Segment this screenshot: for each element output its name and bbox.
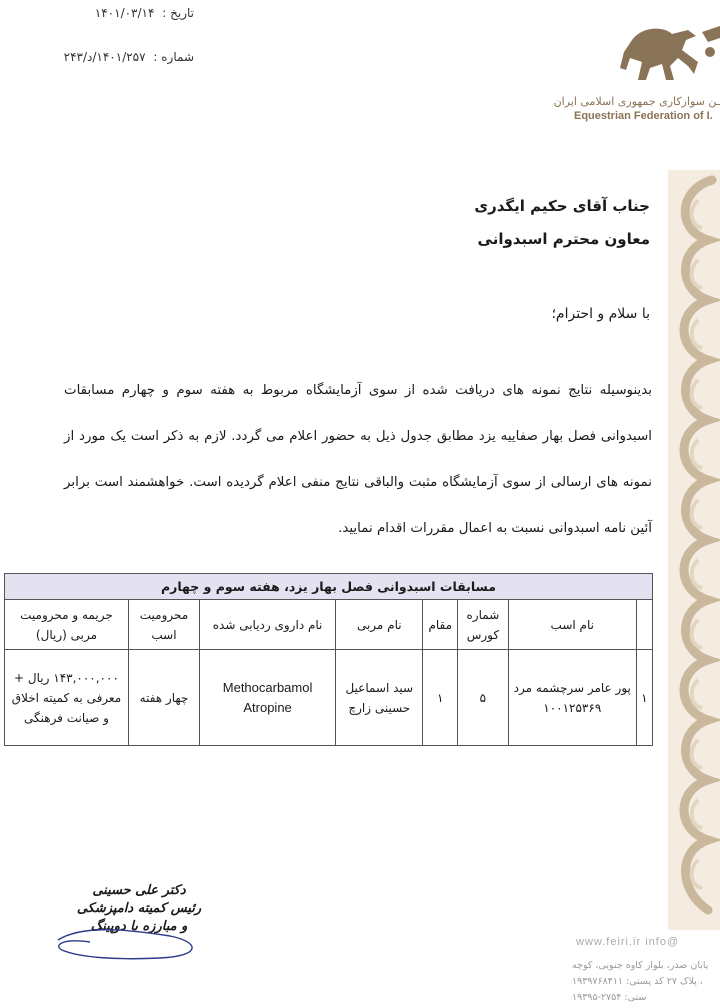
handwritten-signature [50, 918, 208, 964]
header-row-number [636, 600, 652, 650]
federation-name-fa: ـن سوارکاری جمهوری اسلامی ایران [553, 95, 720, 108]
decorative-border-ornament [668, 170, 720, 930]
number-label: شماره : [153, 50, 194, 64]
federation-logo-icon [612, 22, 720, 82]
date-value: ۱۴۰۱/۰۳/۱۴ [94, 6, 155, 20]
letter-date [44, 6, 194, 20]
table-row [5, 650, 653, 746]
cell-drug [200, 650, 336, 746]
header-race-number: شماره کورس [458, 600, 509, 650]
signatory-name: دکتر علی حسینی [92, 883, 186, 898]
cell-race-number: ۵ [458, 650, 509, 746]
federation-name-en: Equestrian Federation of I. [574, 110, 713, 122]
signatory-title-2: و مبارزه با دوپینگ [90, 919, 188, 934]
table-header-row [5, 600, 653, 650]
header-drug: نام داروی ردیابی شده [200, 600, 336, 650]
cell-row-number: ۱ [636, 650, 652, 746]
letter-number [44, 50, 194, 64]
results-table [4, 573, 653, 746]
header-trainer: نام مربی [336, 600, 423, 650]
table-title-row [5, 574, 653, 600]
letter-body: بدینوسیله نتایج نمونه های دریافت شده از سوی آزمایشگاه مربوط به هفته سوم و چهارم مسابقات اسبدوانی فصل بهار صفاییه یزد مطابق جدول ذیل به حضور اعلام می گردد. لازم به ذکر است یک مورد از نمونه های ارسالی از سوی آزمایشگاه مثبت والباقی نتایج منفی اعلام گردیده است. خواهشمند است برابر آئین نامه اسبدوانی نسبت به اعمال مقررات اقدام نمایید. [64, 383, 652, 536]
cell-horse-name: پور عامر سرچشمه مرد ۱۰۰۱۲۵۳۶۹ [508, 650, 636, 746]
number-value: ۱۴۰۱/۲۵۷/د/۲۴۳ [63, 50, 146, 64]
footer-address-2: ، پلاک ۲۷ کد پستی: ۱۹۳۹۷۶۸۴۱۱ [572, 976, 703, 987]
cell-horse-ban: چهار هفته [128, 650, 199, 746]
footer-address-3: ستی: ۲۷۵۴-۱۹۳۹۵ [572, 992, 647, 1003]
addressee-title: معاون محترم اسبدوانی [477, 230, 650, 248]
addressee-name: جناب آقای حکیم ایگدری [474, 197, 650, 215]
greeting: با سلام و احترام؛ [551, 306, 650, 322]
table-title: مسابقات اسبدوانی فصل بهار یزد، هفته سوم و چهارم [5, 574, 653, 600]
header-penalty: جریمه و محرومیت مربی (ریال) [5, 600, 129, 650]
signatory-title-1: رئیس کمیته دامپزشکی [76, 901, 202, 916]
cell-penalty: ۱۴۳,۰۰۰,۰۰۰ ریال + معرفی به کمیته اخلاق و صیانت فرهنگی [5, 650, 129, 746]
header-horse-ban: محرومیت اسب [128, 600, 199, 650]
date-label: تاریخ : [162, 6, 194, 20]
cell-trainer: سید اسماعیل حسینی زارچ [336, 650, 423, 746]
header-horse-name: نام اسب [508, 600, 636, 650]
header-rank: مقام [423, 600, 458, 650]
drug-name-1: Methocarbamol [222, 679, 313, 695]
drug-name-2: Atropine [243, 699, 292, 715]
footer-website: www.feiri.ir info@ [576, 936, 680, 948]
cell-rank: ۱ [423, 650, 458, 746]
footer-address-1: یابان صدر، بلوار کاوه جنوبی، کوچه [572, 960, 709, 971]
